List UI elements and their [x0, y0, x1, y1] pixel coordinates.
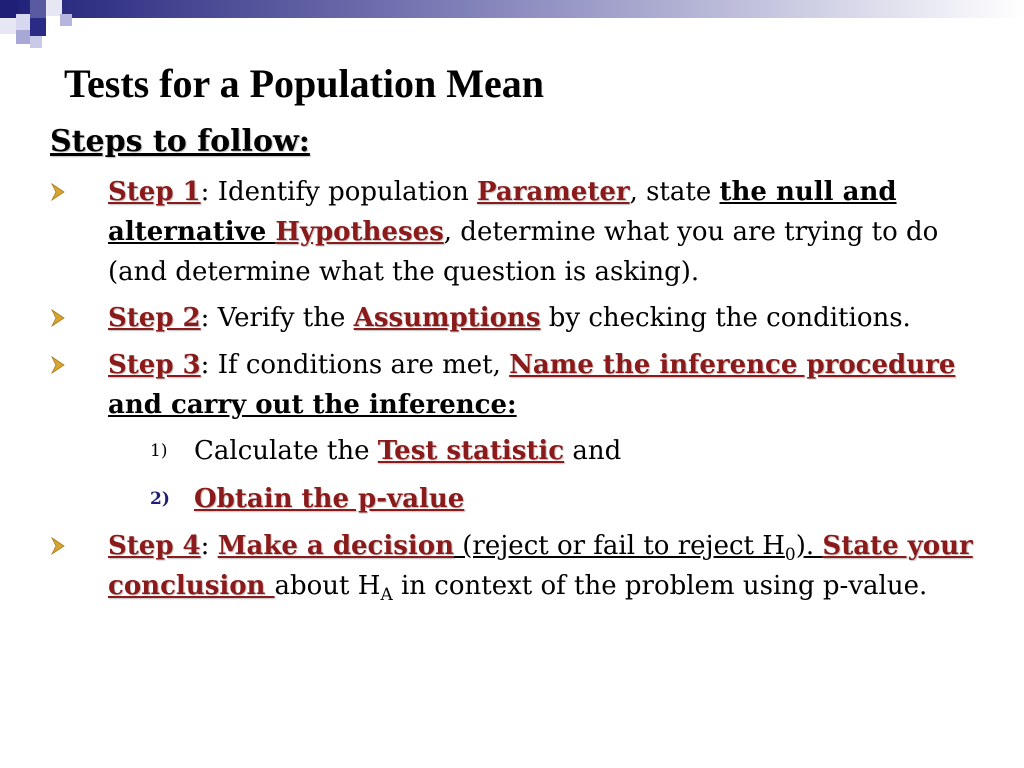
keyword-p-value: Obtain the p-value [194, 484, 465, 514]
step-1-label: Step 1 [108, 177, 201, 207]
arrow-bullet-icon [50, 536, 68, 556]
keyword-parameter: Parameter [477, 177, 630, 207]
arrow-bullet-icon [50, 308, 68, 328]
keyword-inference-procedure: Name the inference procedure [509, 350, 956, 380]
arrow-bullet-icon [50, 182, 68, 202]
substep-2-text [194, 479, 464, 519]
keyword-test-statistic: Test statistic [377, 436, 565, 466]
step-4-label: Step 4 [108, 531, 201, 561]
step-1-text: Step 1: Identify population Parameter, state the null and alternative Hypotheses, determine what you are trying to do (and determine what the question is asking). [108, 177, 939, 287]
keyword-hypotheses: Hypotheses [275, 217, 444, 247]
step-3-label: Step 3 [108, 350, 201, 380]
keyword-make-decision: Make a decision [217, 531, 455, 561]
substep-1-number: 1) [150, 441, 168, 461]
keyword-state-conclusion: State your conclusion [108, 531, 973, 601]
null-alt-phrase: the null and alternative [108, 177, 897, 247]
step-3-text: Step 3: If conditions are met, Name the inference procedure and carry out the inference: [108, 350, 956, 420]
substep-1-text: Calculate the Test statistic and [194, 436, 622, 466]
carry-out-phrase: and carry out the inference: [108, 390, 517, 420]
keyword-assumptions: Assumptions [353, 303, 541, 333]
step-4-text: Step 4: Make a decision (reject or fail to reject $H_0$). State your conclusion about $H_A$ in context of the problem using p-value. [108, 531, 973, 606]
reject-phrase: (reject or fail to reject $H_0$). [454, 531, 823, 566]
arrow-bullet-icon [50, 355, 68, 375]
step-2-text: Step 2: Verify the Assumptions by checking the conditions. [108, 303, 911, 333]
step-2-label: Step 2 [108, 303, 201, 333]
slide-title: Tests for a Population Mean [64, 61, 545, 106]
substep-2-number: 2) [150, 489, 170, 509]
steps-subheading: Steps to follow: [50, 124, 310, 159]
